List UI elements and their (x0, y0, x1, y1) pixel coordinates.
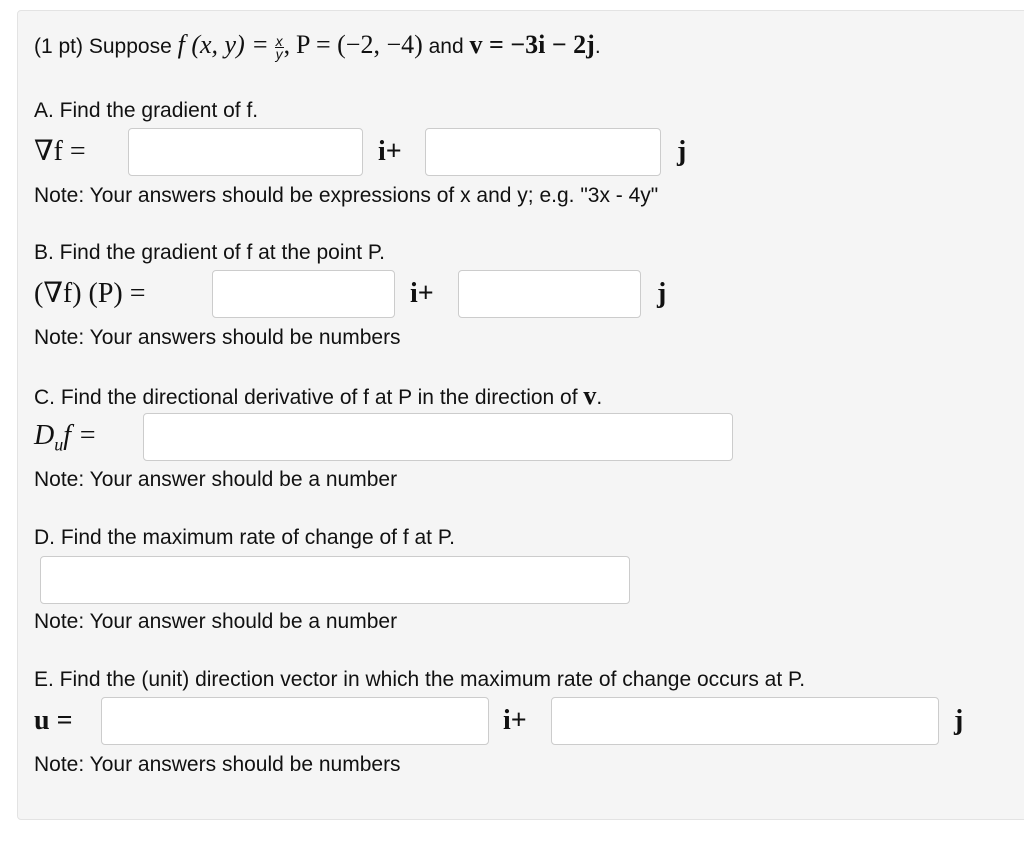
part-e-note: Note: Your answers should be numbers (34, 753, 401, 776)
direction-vector: v (583, 381, 597, 410)
point-definition: P = (−2, −4) (295, 30, 423, 59)
unit-j-label: j (677, 136, 687, 167)
function-fraction: $\frac{x}{y}$ (275, 32, 283, 62)
part-c-question-text: C. Find the directional derivative of f at P in the direction of (34, 386, 578, 409)
problem-statement (34, 32, 601, 60)
part-e-question: E. Find the (unit) direction vector in which the maximum rate of change occurs at P. (34, 668, 806, 691)
part-b-i-input[interactable] (212, 270, 395, 318)
part-a-question: A. Find the gradient of f. (34, 99, 259, 122)
points-prefix: (1 pt) Suppose (34, 35, 172, 58)
and-word: and (428, 35, 464, 58)
unit-i-label: i+ (410, 278, 434, 309)
part-c-input[interactable] (143, 413, 733, 461)
gradient-at-p-label: (∇f) (P) = (34, 278, 146, 309)
part-c-note: Note: Your answer should be a number (34, 468, 398, 491)
period: . (596, 386, 603, 409)
unit-vector-label: u = (34, 705, 73, 736)
part-a-i-input[interactable] (128, 128, 363, 176)
part-b-note: Note: Your answers should be numbers (34, 326, 401, 349)
directional-derivative-label: $D_uf$ = (34, 420, 97, 455)
unit-i-label: i+ (378, 136, 402, 167)
part-a-note: Note: Your answers should be expressions of x and y; e.g. "3x - 4y" (34, 184, 659, 207)
unit-j-label: j (657, 278, 667, 309)
part-a-j-input[interactable] (425, 128, 661, 176)
period: . (594, 35, 601, 58)
part-d-input[interactable] (40, 556, 630, 604)
part-b-j-input[interactable] (458, 270, 641, 318)
part-e-i-input[interactable] (101, 697, 489, 745)
part-c-question (34, 383, 602, 411)
part-e-j-input[interactable] (551, 697, 939, 745)
unit-j-label: j (954, 705, 964, 736)
part-d-question: D. Find the maximum rate of change of f at P. (34, 526, 455, 549)
unit-i-label: i+ (503, 705, 527, 736)
gradient-label: ∇f = (34, 136, 86, 167)
part-d-note: Note: Your answer should be a number (34, 610, 398, 633)
part-b-question: B. Find the gradient of f at the point P. (34, 241, 386, 264)
vector-definition: v = −3i − 2j (469, 30, 595, 59)
function-lhs: f (x, y) = (177, 30, 269, 59)
comma: , (283, 30, 291, 59)
